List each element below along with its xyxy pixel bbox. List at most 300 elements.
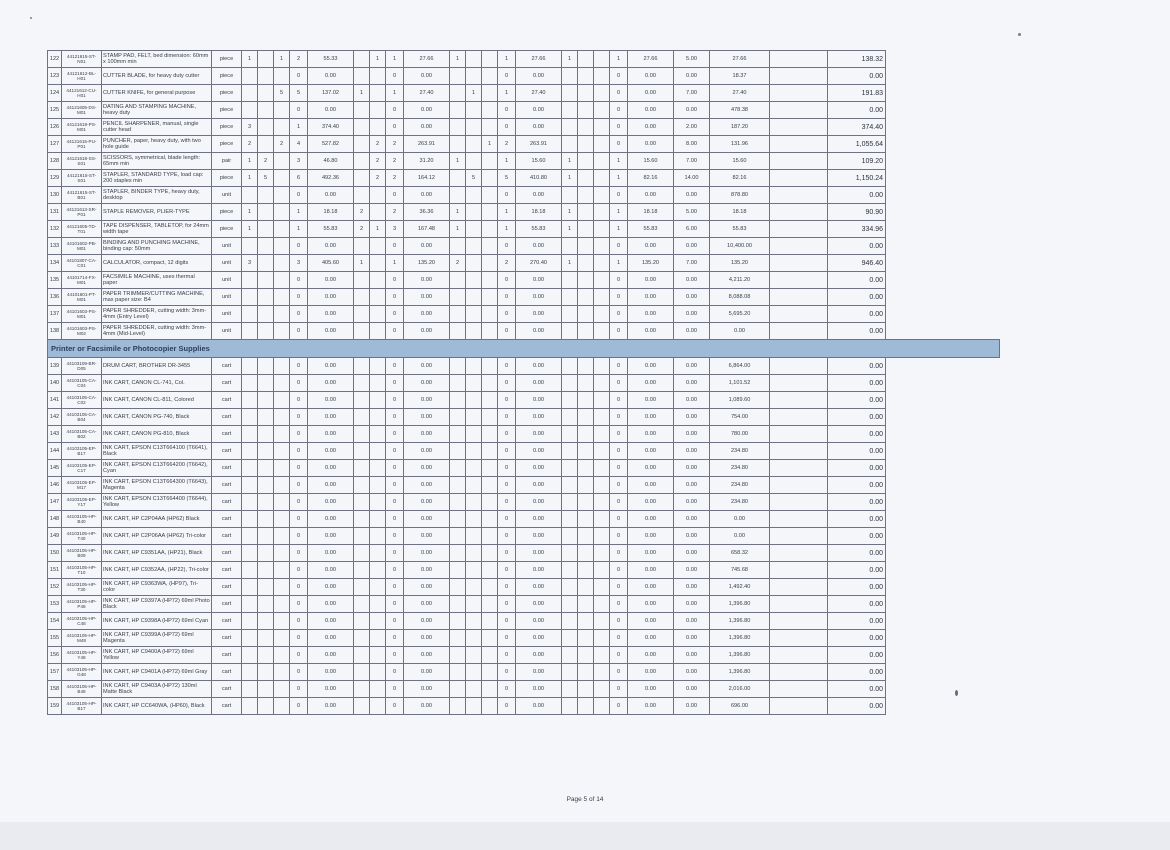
cell-oct	[562, 664, 578, 681]
cell-item-code: 44101603-PS-M01	[62, 306, 102, 323]
cell-jan	[242, 85, 258, 102]
cell-feb	[258, 204, 274, 221]
cell-aug	[466, 596, 482, 613]
cell-total-amount: 0.00	[828, 511, 886, 528]
cell-q2-qty: 0	[386, 596, 404, 613]
cell-apr	[354, 545, 370, 562]
cell-dec	[594, 426, 610, 443]
cell-item-code: 44101714-FX-M01	[62, 272, 102, 289]
cell-jul	[450, 443, 466, 460]
cell-q2-qty: 0	[386, 102, 404, 119]
cell-feb: 2	[258, 153, 274, 170]
cell-q2-amount: 31.20	[404, 153, 450, 170]
cell-oct	[562, 511, 578, 528]
cell-may	[370, 545, 386, 562]
cell-mar	[274, 153, 290, 170]
cell-apr	[354, 528, 370, 545]
cell-q3-qty: 0	[498, 68, 516, 85]
cell-dec	[594, 204, 610, 221]
cell-q1-amount: 137.02	[308, 85, 354, 102]
cell-q2-amount: 0.00	[404, 426, 450, 443]
cell-q2-qty: 0	[386, 528, 404, 545]
cell-oct: 1	[562, 255, 578, 272]
cell-jan	[242, 613, 258, 630]
cell-mar: 1	[274, 51, 290, 68]
cell-q1-qty: 3	[290, 153, 308, 170]
cell-no: 158	[48, 681, 62, 698]
cell-feb	[258, 664, 274, 681]
cell-q3-qty: 0	[498, 681, 516, 698]
cell-q2-amount: 0.00	[404, 477, 450, 494]
cell-q2-amount: 0.00	[404, 68, 450, 85]
cell-mar	[274, 698, 290, 715]
cell-nov	[578, 85, 594, 102]
cell-mar	[274, 102, 290, 119]
cell-no: 150	[48, 545, 62, 562]
cell-q3-qty: 0	[498, 306, 516, 323]
cell-q4-qty: 0	[610, 289, 628, 306]
cell-may	[370, 306, 386, 323]
cell-jul	[450, 647, 466, 664]
cell-q1-qty: 0	[290, 528, 308, 545]
cell-unit: cart	[212, 460, 242, 477]
cell-nov	[578, 443, 594, 460]
cell-dec	[594, 528, 610, 545]
cell-price: 1,396.80	[710, 664, 770, 681]
cell-q4-qty: 0	[610, 323, 628, 340]
cell-nov	[578, 170, 594, 187]
cell-aug	[466, 136, 482, 153]
cell-item-code: 44103105-HP-B48	[62, 681, 102, 698]
cell-unit: cart	[212, 596, 242, 613]
cell-oct	[562, 426, 578, 443]
cell-dec	[594, 409, 610, 426]
cell-total-qty: 2.00	[674, 119, 710, 136]
cell-nov	[578, 579, 594, 596]
cell-q4-amount: 0.00	[628, 426, 674, 443]
cell-jan	[242, 187, 258, 204]
cell-q1-amount: 0.00	[308, 494, 354, 511]
cell-q1-amount: 0.00	[308, 681, 354, 698]
cell-nov	[578, 221, 594, 238]
cell-q1-amount: 374.40	[308, 119, 354, 136]
cell-q2-qty: 0	[386, 698, 404, 715]
cell-aug: 1	[466, 85, 482, 102]
cell-q3-qty: 0	[498, 664, 516, 681]
cell-q3-amount: 0.00	[516, 630, 562, 647]
cell-jul	[450, 664, 466, 681]
cell-item-code: 44121615-PU-P01	[62, 136, 102, 153]
cell-q2-amount: 135.20	[404, 255, 450, 272]
table-row	[48, 630, 1000, 647]
cell-jul	[450, 494, 466, 511]
cell-spacer	[770, 664, 828, 681]
cell-feb	[258, 579, 274, 596]
cell-unit: unit	[212, 272, 242, 289]
cell-nov	[578, 681, 594, 698]
cell-q3-amount: 0.00	[516, 562, 562, 579]
table-row	[48, 289, 1000, 306]
cell-q4-amount: 0.00	[628, 630, 674, 647]
cell-q2-qty: 2	[386, 153, 404, 170]
cell-item-code: 44103105-HP-T30	[62, 579, 102, 596]
cell-no: 157	[48, 664, 62, 681]
cell-aug	[466, 477, 482, 494]
cell-oct	[562, 613, 578, 630]
cell-aug	[466, 613, 482, 630]
cell-aug	[466, 358, 482, 375]
cell-item-code: 44103105-HP-T40	[62, 528, 102, 545]
cell-jan	[242, 306, 258, 323]
cell-item-code: 44121612-BL-H01	[62, 68, 102, 85]
cell-no: 131	[48, 204, 62, 221]
cell-oct	[562, 323, 578, 340]
cell-sep	[482, 102, 498, 119]
cell-q3-amount: 0.00	[516, 119, 562, 136]
cell-no: 132	[48, 221, 62, 238]
cell-sep	[482, 698, 498, 715]
cell-q4-qty: 0	[610, 119, 628, 136]
table-row	[48, 460, 1000, 477]
cell-apr: 1	[354, 85, 370, 102]
cell-dec	[594, 221, 610, 238]
cell-oct	[562, 358, 578, 375]
cell-feb	[258, 119, 274, 136]
cell-description: DRUM CART, BROTHER DR-3455	[102, 358, 212, 375]
cell-nov	[578, 664, 594, 681]
cell-sep	[482, 562, 498, 579]
cell-spacer	[770, 528, 828, 545]
cell-no: 154	[48, 613, 62, 630]
cell-jan	[242, 596, 258, 613]
cell-price: 18.37	[710, 68, 770, 85]
cell-sep	[482, 596, 498, 613]
cell-total-qty: 0.00	[674, 289, 710, 306]
cell-no: 155	[48, 630, 62, 647]
cell-unit: unit	[212, 187, 242, 204]
cell-may	[370, 358, 386, 375]
cell-total-amount: 0.00	[828, 409, 886, 426]
cell-q4-qty: 0	[610, 375, 628, 392]
cell-may: 1	[370, 51, 386, 68]
cell-jul	[450, 409, 466, 426]
cell-spacer	[770, 681, 828, 698]
cell-may	[370, 119, 386, 136]
cell-jan	[242, 358, 258, 375]
cell-dec	[594, 460, 610, 477]
cell-unit: cart	[212, 681, 242, 698]
cell-q1-qty: 0	[290, 613, 308, 630]
cell-unit: piece	[212, 51, 242, 68]
cell-aug: 5	[466, 170, 482, 187]
cell-unit: cart	[212, 664, 242, 681]
cell-q2-qty: 3	[386, 221, 404, 238]
table-row	[48, 85, 1000, 102]
cell-item-code: 44103105-HP-B09	[62, 545, 102, 562]
cell-q4-amount: 55.83	[628, 221, 674, 238]
cell-sep	[482, 204, 498, 221]
cell-jan	[242, 647, 258, 664]
table-row	[48, 528, 1000, 545]
cell-unit: piece	[212, 170, 242, 187]
cell-q4-amount: 82.16	[628, 170, 674, 187]
cell-q2-amount: 0.00	[404, 102, 450, 119]
cell-dec	[594, 153, 610, 170]
cell-no: 145	[48, 460, 62, 477]
cell-unit: unit	[212, 323, 242, 340]
cell-q1-amount: 0.00	[308, 460, 354, 477]
cell-price: 4,211.20	[710, 272, 770, 289]
cell-mar	[274, 681, 290, 698]
cell-dec	[594, 698, 610, 715]
cell-apr	[354, 358, 370, 375]
cell-total-amount: 0.00	[828, 68, 886, 85]
cell-dec	[594, 51, 610, 68]
cell-description: INK CART, HP C9363WA, (HP97), Tri-color	[102, 579, 212, 596]
cell-may: 1	[370, 221, 386, 238]
cell-may	[370, 528, 386, 545]
cell-feb	[258, 187, 274, 204]
cell-no: 144	[48, 443, 62, 460]
cell-sep	[482, 323, 498, 340]
cell-jul	[450, 358, 466, 375]
cell-q4-qty: 0	[610, 579, 628, 596]
cell-oct	[562, 306, 578, 323]
cell-total-amount: 0.00	[828, 238, 886, 255]
cell-spacer	[770, 698, 828, 715]
cell-q1-amount: 0.00	[308, 68, 354, 85]
cell-q2-amount: 0.00	[404, 613, 450, 630]
cell-oct	[562, 136, 578, 153]
cell-price: 5,695.20	[710, 306, 770, 323]
cell-q2-amount: 0.00	[404, 511, 450, 528]
cell-q1-qty: 4	[290, 136, 308, 153]
cell-nov	[578, 477, 594, 494]
cell-dec	[594, 647, 610, 664]
cell-nov	[578, 323, 594, 340]
cell-no: 139	[48, 358, 62, 375]
cell-total-amount: 0.00	[828, 579, 886, 596]
cell-oct: 1	[562, 204, 578, 221]
cell-q2-amount: 0.00	[404, 681, 450, 698]
cell-item-code: 44103105-EP-M17	[62, 477, 102, 494]
cell-aug	[466, 306, 482, 323]
cell-q1-amount: 0.00	[308, 392, 354, 409]
cell-price: 745.68	[710, 562, 770, 579]
cell-price: 82.16	[710, 170, 770, 187]
cell-q4-qty: 1	[610, 255, 628, 272]
cell-jan	[242, 698, 258, 715]
table-row	[48, 698, 1000, 715]
cell-item-code: 44121615-ST-N01	[62, 51, 102, 68]
cell-jan	[242, 272, 258, 289]
cell-q4-qty: 0	[610, 443, 628, 460]
cell-feb	[258, 494, 274, 511]
cell-q3-amount: 0.00	[516, 528, 562, 545]
cell-q2-amount: 0.00	[404, 119, 450, 136]
cell-q2-qty: 0	[386, 664, 404, 681]
cell-oct: 1	[562, 153, 578, 170]
cell-aug	[466, 545, 482, 562]
cell-q4-amount: 0.00	[628, 358, 674, 375]
table-row	[48, 562, 1000, 579]
cell-q2-qty: 0	[386, 460, 404, 477]
cell-sep	[482, 426, 498, 443]
cell-mar	[274, 289, 290, 306]
cell-nov	[578, 272, 594, 289]
cell-total-qty: 0.00	[674, 596, 710, 613]
table-row	[48, 358, 1000, 375]
cell-feb	[258, 323, 274, 340]
cell-price: 1,396.80	[710, 630, 770, 647]
cell-unit: unit	[212, 289, 242, 306]
cell-no: 124	[48, 85, 62, 102]
cell-description: BINDING AND PUNCHING MACHINE, binding cap: 50mm	[102, 238, 212, 255]
cell-q4-qty: 0	[610, 68, 628, 85]
cell-oct	[562, 545, 578, 562]
cell-spacer	[770, 306, 828, 323]
cell-q3-qty: 2	[498, 255, 516, 272]
cell-q3-amount: 0.00	[516, 596, 562, 613]
cell-total-amount: 0.00	[828, 596, 886, 613]
cell-apr	[354, 409, 370, 426]
cell-jul	[450, 170, 466, 187]
cell-total-qty: 0.00	[674, 409, 710, 426]
cell-q4-amount: 0.00	[628, 596, 674, 613]
cell-item-code: 44103105-HP-T10	[62, 562, 102, 579]
cell-unit: cart	[212, 358, 242, 375]
cell-no: 135	[48, 272, 62, 289]
cell-total-qty: 0.00	[674, 562, 710, 579]
cell-apr	[354, 562, 370, 579]
cell-no: 126	[48, 119, 62, 136]
cell-mar	[274, 426, 290, 443]
cell-unit: piece	[212, 221, 242, 238]
cell-q3-amount: 0.00	[516, 68, 562, 85]
table-row	[48, 323, 1000, 340]
cell-description: PAPER TRIMMER/CUTTING MACHINE, max paper size: B4	[102, 289, 212, 306]
cell-q1-amount: 0.00	[308, 187, 354, 204]
cell-jul	[450, 375, 466, 392]
cell-q1-qty: 0	[290, 596, 308, 613]
cell-jul: 1	[450, 221, 466, 238]
cell-jan: 1	[242, 51, 258, 68]
cell-total-amount: 191.83	[828, 85, 886, 102]
cell-jan	[242, 68, 258, 85]
cell-q2-amount: 0.00	[404, 579, 450, 596]
cell-q2-qty: 0	[386, 426, 404, 443]
cell-spacer	[770, 647, 828, 664]
cell-nov	[578, 460, 594, 477]
cell-may	[370, 562, 386, 579]
cell-q3-qty: 0	[498, 596, 516, 613]
cell-q1-amount: 46.80	[308, 153, 354, 170]
cell-dec	[594, 306, 610, 323]
cell-q1-amount: 0.00	[308, 426, 354, 443]
cell-spacer	[770, 494, 828, 511]
cell-mar	[274, 187, 290, 204]
cell-dec	[594, 681, 610, 698]
cell-price: 234.80	[710, 477, 770, 494]
cell-dec	[594, 664, 610, 681]
cell-q1-qty: 0	[290, 238, 308, 255]
cell-unit: piece	[212, 68, 242, 85]
cell-feb	[258, 545, 274, 562]
cell-q3-amount: 410.80	[516, 170, 562, 187]
cell-q1-amount: 0.00	[308, 323, 354, 340]
cell-q1-qty: 0	[290, 647, 308, 664]
cell-total-amount: 0.00	[828, 647, 886, 664]
cell-sep	[482, 647, 498, 664]
cell-q4-qty: 0	[610, 460, 628, 477]
cell-may	[370, 647, 386, 664]
cell-description: INK CART, HP C9398A (HP72) 69ml Cyan	[102, 613, 212, 630]
cell-may	[370, 579, 386, 596]
cell-q2-qty: 0	[386, 238, 404, 255]
cell-q1-amount: 55.33	[308, 51, 354, 68]
cell-q2-qty: 1	[386, 255, 404, 272]
cell-total-qty: 0.00	[674, 306, 710, 323]
cell-nov	[578, 68, 594, 85]
cell-q1-amount: 0.00	[308, 664, 354, 681]
cell-oct	[562, 289, 578, 306]
cell-q2-amount: 0.00	[404, 392, 450, 409]
cell-nov	[578, 119, 594, 136]
cell-description: INK CART, CANON PG-810, Black	[102, 426, 212, 443]
cell-oct	[562, 596, 578, 613]
cell-feb	[258, 647, 274, 664]
cell-q2-amount: 0.00	[404, 289, 450, 306]
cell-q3-qty: 0	[498, 698, 516, 715]
cell-item-code: 44103105-EP-Y17	[62, 494, 102, 511]
cell-description: INK CART, CANON PG-740, Black	[102, 409, 212, 426]
cell-q3-qty: 0	[498, 102, 516, 119]
cell-nov	[578, 613, 594, 630]
cell-q4-qty: 0	[610, 85, 628, 102]
cell-no: 153	[48, 596, 62, 613]
cell-unit: unit	[212, 238, 242, 255]
cell-aug	[466, 102, 482, 119]
cell-q4-amount: 27.66	[628, 51, 674, 68]
cell-total-amount: 0.00	[828, 375, 886, 392]
cell-q4-qty: 1	[610, 51, 628, 68]
cell-mar	[274, 477, 290, 494]
cell-q1-qty: 0	[290, 187, 308, 204]
cell-dec	[594, 562, 610, 579]
cell-q3-qty: 1	[498, 51, 516, 68]
cell-spacer	[770, 358, 828, 375]
cell-q1-amount: 0.00	[308, 289, 354, 306]
cell-spacer	[770, 51, 828, 68]
cell-q3-amount: 263.91	[516, 136, 562, 153]
cell-apr	[354, 613, 370, 630]
cell-dec	[594, 170, 610, 187]
cell-item-code: 44103105-EP-B17	[62, 443, 102, 460]
cell-q4-qty: 0	[610, 664, 628, 681]
cell-aug	[466, 323, 482, 340]
cell-q3-qty: 2	[498, 136, 516, 153]
cell-may	[370, 289, 386, 306]
cell-jul	[450, 289, 466, 306]
cell-jul: 2	[450, 255, 466, 272]
cell-aug	[466, 289, 482, 306]
cell-feb	[258, 358, 274, 375]
pen-mark	[955, 690, 958, 696]
cell-q3-amount: 55.83	[516, 221, 562, 238]
cell-q4-qty: 0	[610, 102, 628, 119]
cell-spacer	[770, 204, 828, 221]
cell-jul	[450, 698, 466, 715]
